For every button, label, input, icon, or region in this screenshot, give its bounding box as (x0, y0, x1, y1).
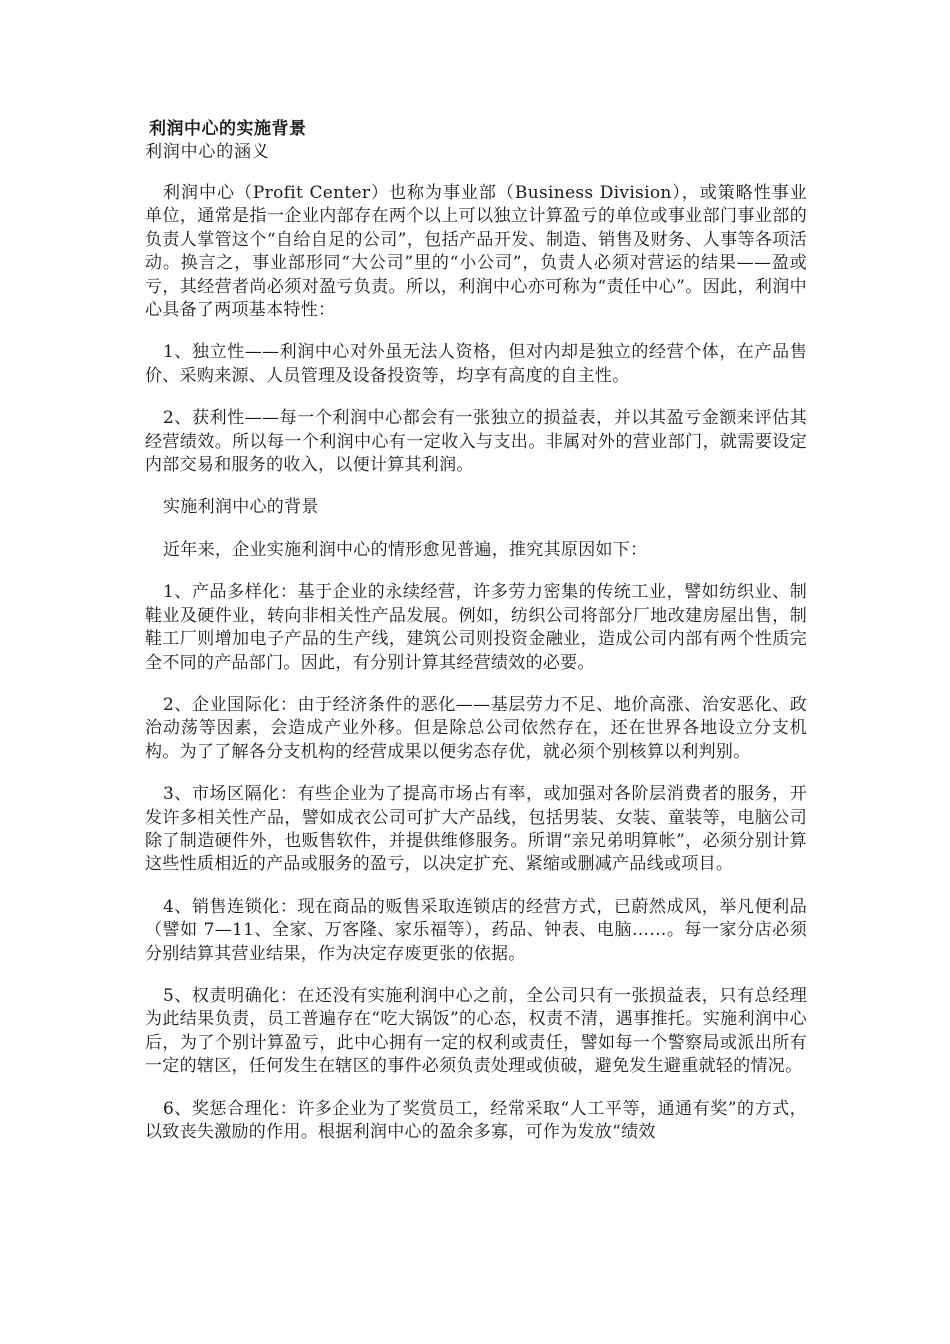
paragraph-market-segmentation: 3、市场区隔化：有些企业为了提高市场占有率，或加强对各阶层消费者的服务，开发许多相关性产品，譬如成衣公司可扩大产品线，包括男装、女装、童装等，电脑公司除了制造硬件外，也贩售软件，并提供维修服务。所谓“亲兄弟明算帐”，必须分别计算这些性质相近的产品或服务的盈亏，以决定扩充、紧缩或删减产品线或项目。 (145, 784, 807, 875)
document-body (145, 118, 807, 1163)
paragraph-intro-reasons: 近年来，企业实施利润中心的情形愈见普遍，推究其原因如下： (163, 539, 648, 560)
paragraph-product-diversification: 1、产品多样化：基于企业的永续经营，许多劳力密集的传统工业，譬如纺织业、制鞋业及硬件业，转向非相关性产品发展。例如，纺织公司将部分厂地改建房屋出售，制鞋工厂则增加电子产品的生产线，建筑公司则投资金融业，造成公司内部有两个性质完全不同的产品部门。因此，有分别计算其经营绩效的必要。 (145, 582, 807, 673)
paragraph-clear-responsibility: 5、权责明确化：在还没有实施利润中心之前，全公司只有一张损益表，只有总经理为此结果负责，员工普遍存在“吃大锅饭”的心态，权责不清，遇事推托。实施利润中心后，为了个别计算盈亏，此中心拥有一定的权利或责任，譬如每一个警察局或派出所有一定的辖区，任何发生在辖区的事件必须负责处理或侦破，避免发生避重就轻的情况。 (145, 985, 807, 1077)
paragraph-chain-sales: 4、销售连锁化：现在商品的贩售采取连锁店的经营方式，已蔚然成风，举凡便利品（譬如 7—11、全家、万客隆、家乐福等），药品、钟表、电脑……。每一家分店必须分别结算其营业结果，作为决定存废更张的依据。 (145, 896, 807, 964)
paragraph-independence: 1、独立性——利润中心对外虽无法人资格，但对内却是独立的经营个体，在产品售价、采购来源、人员管理及设备投资等，均享有高度的自主性。 (145, 342, 807, 386)
document-title: 利润中心的实施背景 (149, 119, 307, 139)
paragraph-definition: 利润中心（Profit Center）也称为事业部（Business Division），或策略性事业单位，通常是指一企业内部存在两个以上可以独立计算盈亏的单位或事业部门事业部的负责人掌管这个“自给自足的公司”，包括产品开发、制造、销售及财务、人事等各项活动。换言之，事业部形同“大公司”里的“小公司”，负责人必须对营运的结果——盈或亏，其经营者尚必须对盈亏负责。所以，利润中心亦可称为“责任中心”。因此，利润中心具备了两项基本特性： (145, 183, 807, 321)
paragraph-internationalization: 2、企业国际化：由于经济条件的恶化——基层劳力不足、地价高涨、治安恶化、政治动荡等因素，会造成产业外移。但是除总公司依然存在，还在世界各地设立分支机构。为了了解各分支机构的经营成果以便劣态存优，就必须个别核算以利判别。 (145, 694, 807, 762)
section-subtitle: 利润中心的涵义 (145, 142, 270, 162)
paragraph-rational-rewards: 6、奖惩合理化：许多企业为了奖赏员工，经常采取“人工平等，通通有奖”的方式，以致丧失激励的作用。根据利润中心的盈余多寡，可作为发放“绩效 (145, 1098, 807, 1142)
paragraph-profitability: 2、获利性——每一个利润中心都会有一张独立的损益表，并以其盈亏金额来评估其经营绩效。所以每一个利润中心有一定收入与支出。非属对外的营业部门，就需要设定内部交易和服务的收入，以便计算其利润。 (145, 408, 807, 476)
section-heading-background: 实施利润中心的背景 (163, 497, 319, 518)
